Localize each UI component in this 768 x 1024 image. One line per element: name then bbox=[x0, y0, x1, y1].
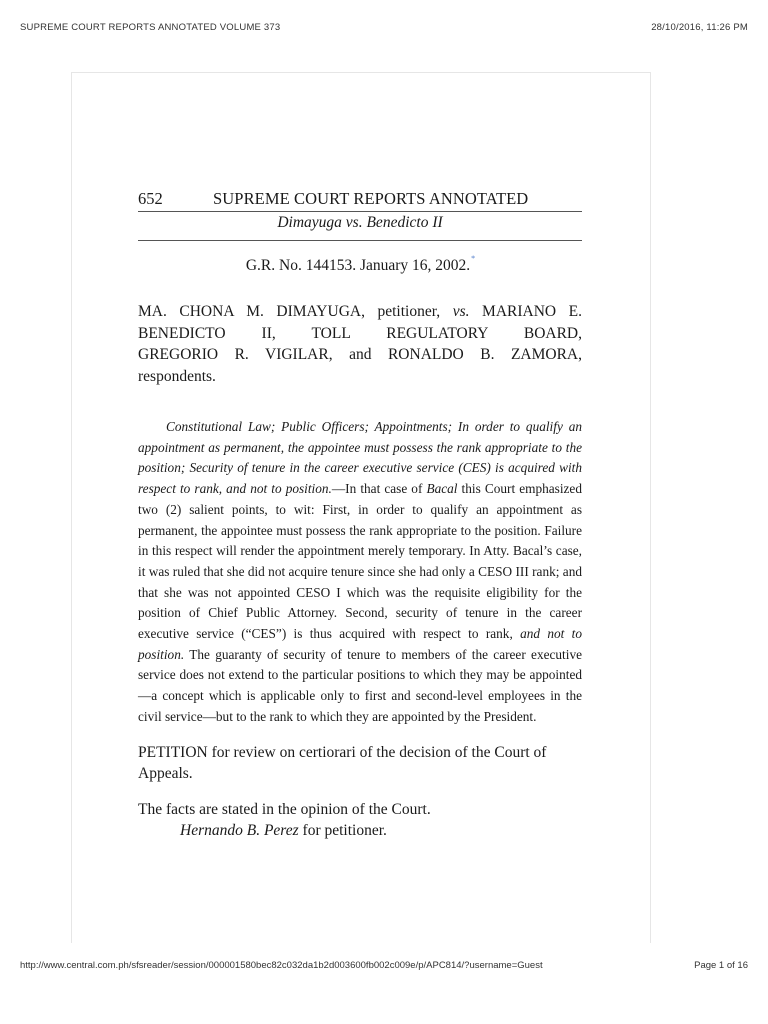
syllabus-paragraph: Constitutional Law; Public Officers; Appointments; In order to qualify an appointment as permanent, the appointee must possess the rank appropriate to the position; Security of tenure in the career executive service (CES) is acquired with respect to rank, and not to position.—In that case of Bacal this Court emphasized two (2) salient points, to wit: First, in order to qualify an appointment as permanent, the appointee must possess the rank appropriate to the position. Failure in this respect will render the appointment merely temporary. In Atty. Bacal’s case, it was ruled that she did not acquire tenure since she had only a CESO III rank; and that she was not appointed CESO I which was the requisite eligibility for the position of Chief Public Attorney. Second, security of tenure in the career executive service (“CES”) is thus acquired with respect to rank, and not to position. The guaranty of security of tenure to members of the career executive service does not extend to the particular positions to which they may be appointed—a concept which is applicable only to first and second-level employees in the civil service—but to the rank to which they are appointed by the President. bbox=[138, 419, 582, 724]
document-body bbox=[138, 189, 582, 842]
petition-paragraph: PETITION for review on certiorari of the decision of the Court of Appeals. bbox=[138, 743, 547, 783]
running-head bbox=[138, 189, 582, 211]
document-page bbox=[71, 72, 651, 943]
case-parties bbox=[138, 301, 582, 387]
print-header-title: SUPREME COURT REPORTS ANNOTATED VOLUME 373 bbox=[20, 22, 281, 33]
parties-line-3: GREGORIO R. VIGILAR, and RONALDO B. ZAMORA, bbox=[138, 346, 582, 363]
parties-line-1: MA. CHONA M. DIMAYUGA, petitioner, vs. MARIANO E. bbox=[138, 303, 582, 320]
footnote-link[interactable]: * bbox=[471, 254, 476, 263]
gr-number-line bbox=[138, 254, 582, 275]
facts-paragraph bbox=[138, 799, 582, 842]
counsel-line: Hernando B. Perez for petitioner. bbox=[180, 822, 387, 840]
parties-line-2: BENEDICTO II, TOLL REGULATORY BOARD, bbox=[138, 324, 582, 342]
gr-number: G.R. No. 144153. January 16, 2002. bbox=[245, 257, 471, 274]
syllabus-italic-head: Constitutional Law; Public Officers; Appointments; In order to qualify an appointment as permanent, the appointee must possess the rank appropriate to the position; Security of tenure in the career executive service (CES) is acquired with respect to rank, and not to position. bbox=[138, 419, 582, 497]
case-short-title: Dimayuga vs. Benedicto II bbox=[277, 214, 443, 231]
parties-line-4: respondents. bbox=[138, 367, 216, 385]
print-footer-url: http://www.central.com.ph/sfsreader/session/000001580bec82c032da1b2d003600fb002c009e/p/APC814/?username=Guest bbox=[20, 960, 543, 971]
journal-title: SUPREME COURT REPORTS ANNOTATED bbox=[213, 189, 529, 208]
print-footer-page: Page 1 of 16 bbox=[694, 960, 748, 971]
header-rule-bottom bbox=[138, 240, 582, 241]
facts-statement: The facts are stated in the opinion of the Court. bbox=[138, 800, 431, 818]
print-header-datetime: 28/10/2016, 11:26 PM bbox=[651, 22, 748, 33]
counsel-name: Hernando B. Perez bbox=[180, 822, 299, 840]
page-number: 652 bbox=[138, 189, 163, 208]
